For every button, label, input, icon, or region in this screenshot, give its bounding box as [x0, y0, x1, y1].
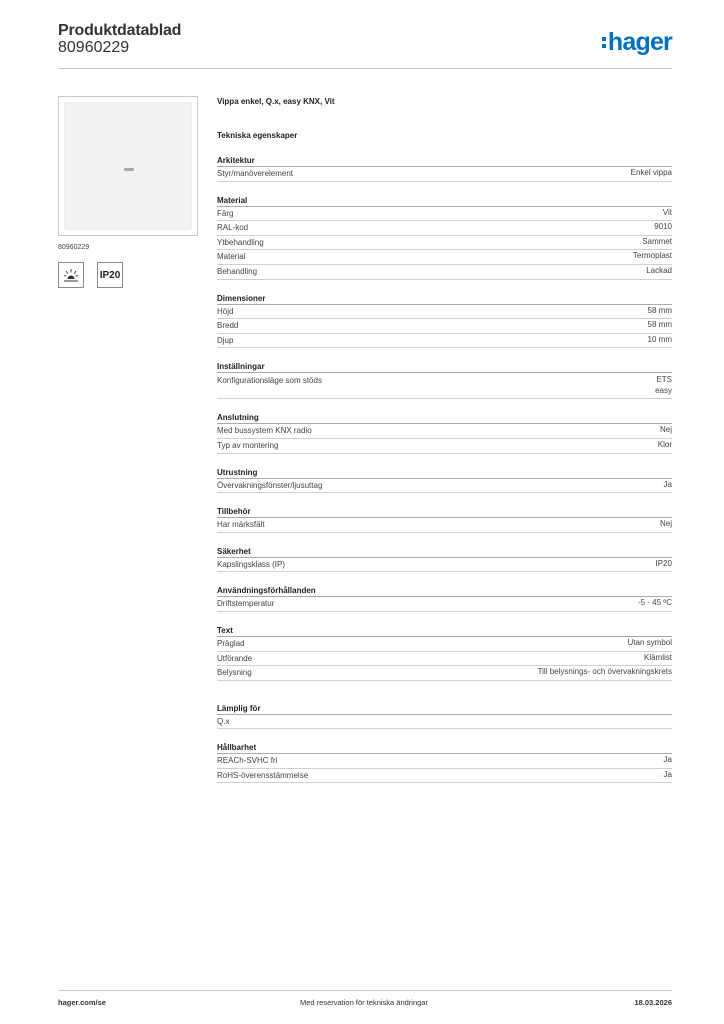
product-title: Vippa enkel, Q.x, easy KNX, Vit	[217, 97, 335, 106]
spec-sections	[217, 155, 672, 783]
spec-value-line: Klor	[657, 439, 672, 449]
header-divider	[58, 68, 672, 69]
spec-value-line: IP20	[655, 558, 672, 568]
spec-row	[217, 167, 672, 182]
spec-value-line: easy	[655, 386, 672, 396]
section-title: Inställningar	[217, 361, 672, 373]
product-led-indicator	[124, 168, 134, 171]
section-title: Dimensioner	[217, 293, 672, 305]
spec-value-line: Nej	[659, 425, 672, 435]
spec-value	[660, 518, 672, 532]
section-title: Hållbarhet	[217, 742, 672, 754]
footer-divider	[58, 990, 672, 991]
logo-dots-icon	[602, 37, 606, 48]
spec-label: REACh-SVHC fri	[217, 756, 278, 766]
spec-row	[217, 439, 672, 454]
spec-row	[217, 597, 672, 612]
spec-row	[217, 250, 672, 265]
spec-value-line: 58 mm	[647, 320, 672, 330]
spec-value	[664, 479, 672, 493]
section-title: Lämplig för	[217, 703, 672, 715]
spec-section	[217, 467, 672, 494]
spec-value	[646, 265, 672, 279]
spec-value-line: 9010	[654, 222, 672, 232]
spec-section	[217, 293, 672, 349]
spec-row	[217, 207, 672, 222]
spec-value-line: Termoplast	[632, 251, 672, 261]
spec-label: Styr/manöverelement	[217, 169, 294, 178]
product-image-frame	[58, 96, 198, 236]
spec-section	[217, 546, 672, 573]
spec-section	[217, 195, 672, 280]
spec-value-line: Ja	[663, 479, 672, 489]
footer-website: hager.com/se	[58, 998, 106, 1007]
spec-value	[663, 207, 672, 221]
spec-value-line: Enkel vippa	[630, 168, 672, 177]
spec-row	[217, 652, 672, 667]
spec-label: Färg	[217, 208, 234, 218]
spec-value	[648, 305, 672, 319]
spec-label: Typ av montering	[217, 440, 279, 450]
spec-section	[217, 361, 672, 399]
section-title: Tillbehör	[217, 506, 672, 518]
spec-value-line: 10 mm	[647, 334, 672, 344]
technical-properties-heading: Tekniska egenskaper	[217, 131, 298, 140]
footer-date: 18.03.2026	[634, 998, 672, 1007]
spec-value-line: Utan symbol	[627, 637, 672, 647]
spec-value	[642, 236, 672, 250]
spec-value	[538, 666, 672, 680]
spec-value	[664, 769, 672, 783]
product-image	[64, 102, 192, 230]
spec-value	[658, 439, 672, 453]
spec-value	[628, 637, 672, 651]
spec-label: Höjd	[217, 306, 234, 316]
spec-value	[664, 754, 672, 768]
spec-value-line: 58 mm	[647, 305, 672, 315]
spec-section	[217, 585, 672, 612]
spec-section	[217, 155, 672, 182]
spec-value	[638, 597, 672, 611]
spec-value-line: ETS	[656, 375, 672, 385]
spec-label: RoHS-överensstämmelse	[217, 770, 309, 780]
spec-label: Utförande	[217, 653, 253, 663]
spec-value-line: Ja	[663, 769, 672, 779]
hager-logo	[602, 28, 672, 57]
spec-value-line: Sammet	[642, 236, 672, 246]
document-title: Produktdatablad	[58, 22, 182, 39]
spec-row	[217, 715, 672, 730]
ip-rating-badge: IP20	[97, 262, 123, 288]
spec-label: Konfigurationsläge som stöds	[217, 376, 322, 386]
led-lamp-icon	[58, 262, 84, 288]
spec-label: Belysning	[217, 668, 252, 678]
product-code: 80960229	[58, 244, 90, 251]
spec-row	[217, 769, 672, 784]
spec-value	[633, 250, 672, 264]
spec-label: Ytbehandling	[217, 237, 264, 247]
spec-label: Har märksfält	[217, 520, 265, 530]
logo-text: hager	[607, 28, 672, 56]
spec-row	[217, 334, 672, 349]
spec-value-line: Ja	[663, 755, 672, 765]
spec-value	[648, 334, 672, 348]
spec-section	[217, 703, 672, 730]
section-title: Utrustning	[217, 467, 672, 479]
section-title: Material	[217, 195, 672, 207]
spec-label: Bredd	[217, 321, 239, 331]
spec-row	[217, 373, 672, 399]
spec-value-line: Lackad	[646, 265, 672, 275]
spec-label: Djup	[217, 335, 234, 345]
spec-value	[631, 167, 672, 181]
spec-row	[217, 236, 672, 251]
spec-section	[217, 412, 672, 453]
spec-label: RAL-kod	[217, 223, 249, 233]
spec-value	[656, 558, 672, 572]
spec-value	[644, 652, 672, 666]
spec-row	[217, 518, 672, 533]
document-number: 80960229	[58, 39, 130, 56]
spec-label: Behandling	[217, 266, 258, 276]
section-title: Säkerhet	[217, 546, 672, 558]
footer-disclaimer: Med reservation för tekniska ändringar	[300, 998, 428, 1007]
spec-label: Material	[217, 252, 246, 262]
spec-label: Präglad	[217, 638, 245, 648]
spec-label: Kapslingsklass (IP)	[217, 559, 286, 569]
spec-label: Övervakningsfönster/ljusuttag	[217, 480, 323, 490]
spec-value-line: Nej	[659, 519, 672, 529]
spec-label: Driftstemperatur	[217, 599, 275, 609]
spec-section	[217, 625, 672, 681]
spec-row	[217, 319, 672, 334]
spec-value-line: Till belysnings- och övervakningskrets	[537, 667, 672, 677]
spec-row	[217, 558, 672, 573]
spec-content	[217, 96, 672, 783]
spec-value	[655, 374, 672, 396]
spec-section	[217, 506, 672, 533]
spec-row	[217, 637, 672, 652]
spec-row	[217, 305, 672, 320]
section-title: Användningsförhållanden	[217, 585, 672, 597]
spec-section	[217, 742, 672, 783]
spec-row	[217, 221, 672, 236]
spec-value	[654, 221, 672, 235]
spec-value	[648, 319, 672, 333]
spec-row	[217, 754, 672, 769]
section-title: Text	[217, 625, 672, 637]
spec-row	[217, 479, 672, 494]
spec-value-line: -5 - 45 ºC	[637, 598, 672, 608]
spec-label: Q.x	[217, 716, 230, 726]
spec-value	[660, 424, 672, 438]
spec-value-line: Vit	[662, 207, 672, 217]
section-title: Anslutning	[217, 412, 672, 424]
spec-row	[217, 265, 672, 280]
spec-row	[217, 666, 672, 681]
spec-label: Med bussystem KNX radio	[217, 426, 312, 436]
section-title: Arkitektur	[217, 155, 672, 167]
spec-row	[217, 424, 672, 439]
spec-value-line: Klämlist	[643, 652, 672, 662]
